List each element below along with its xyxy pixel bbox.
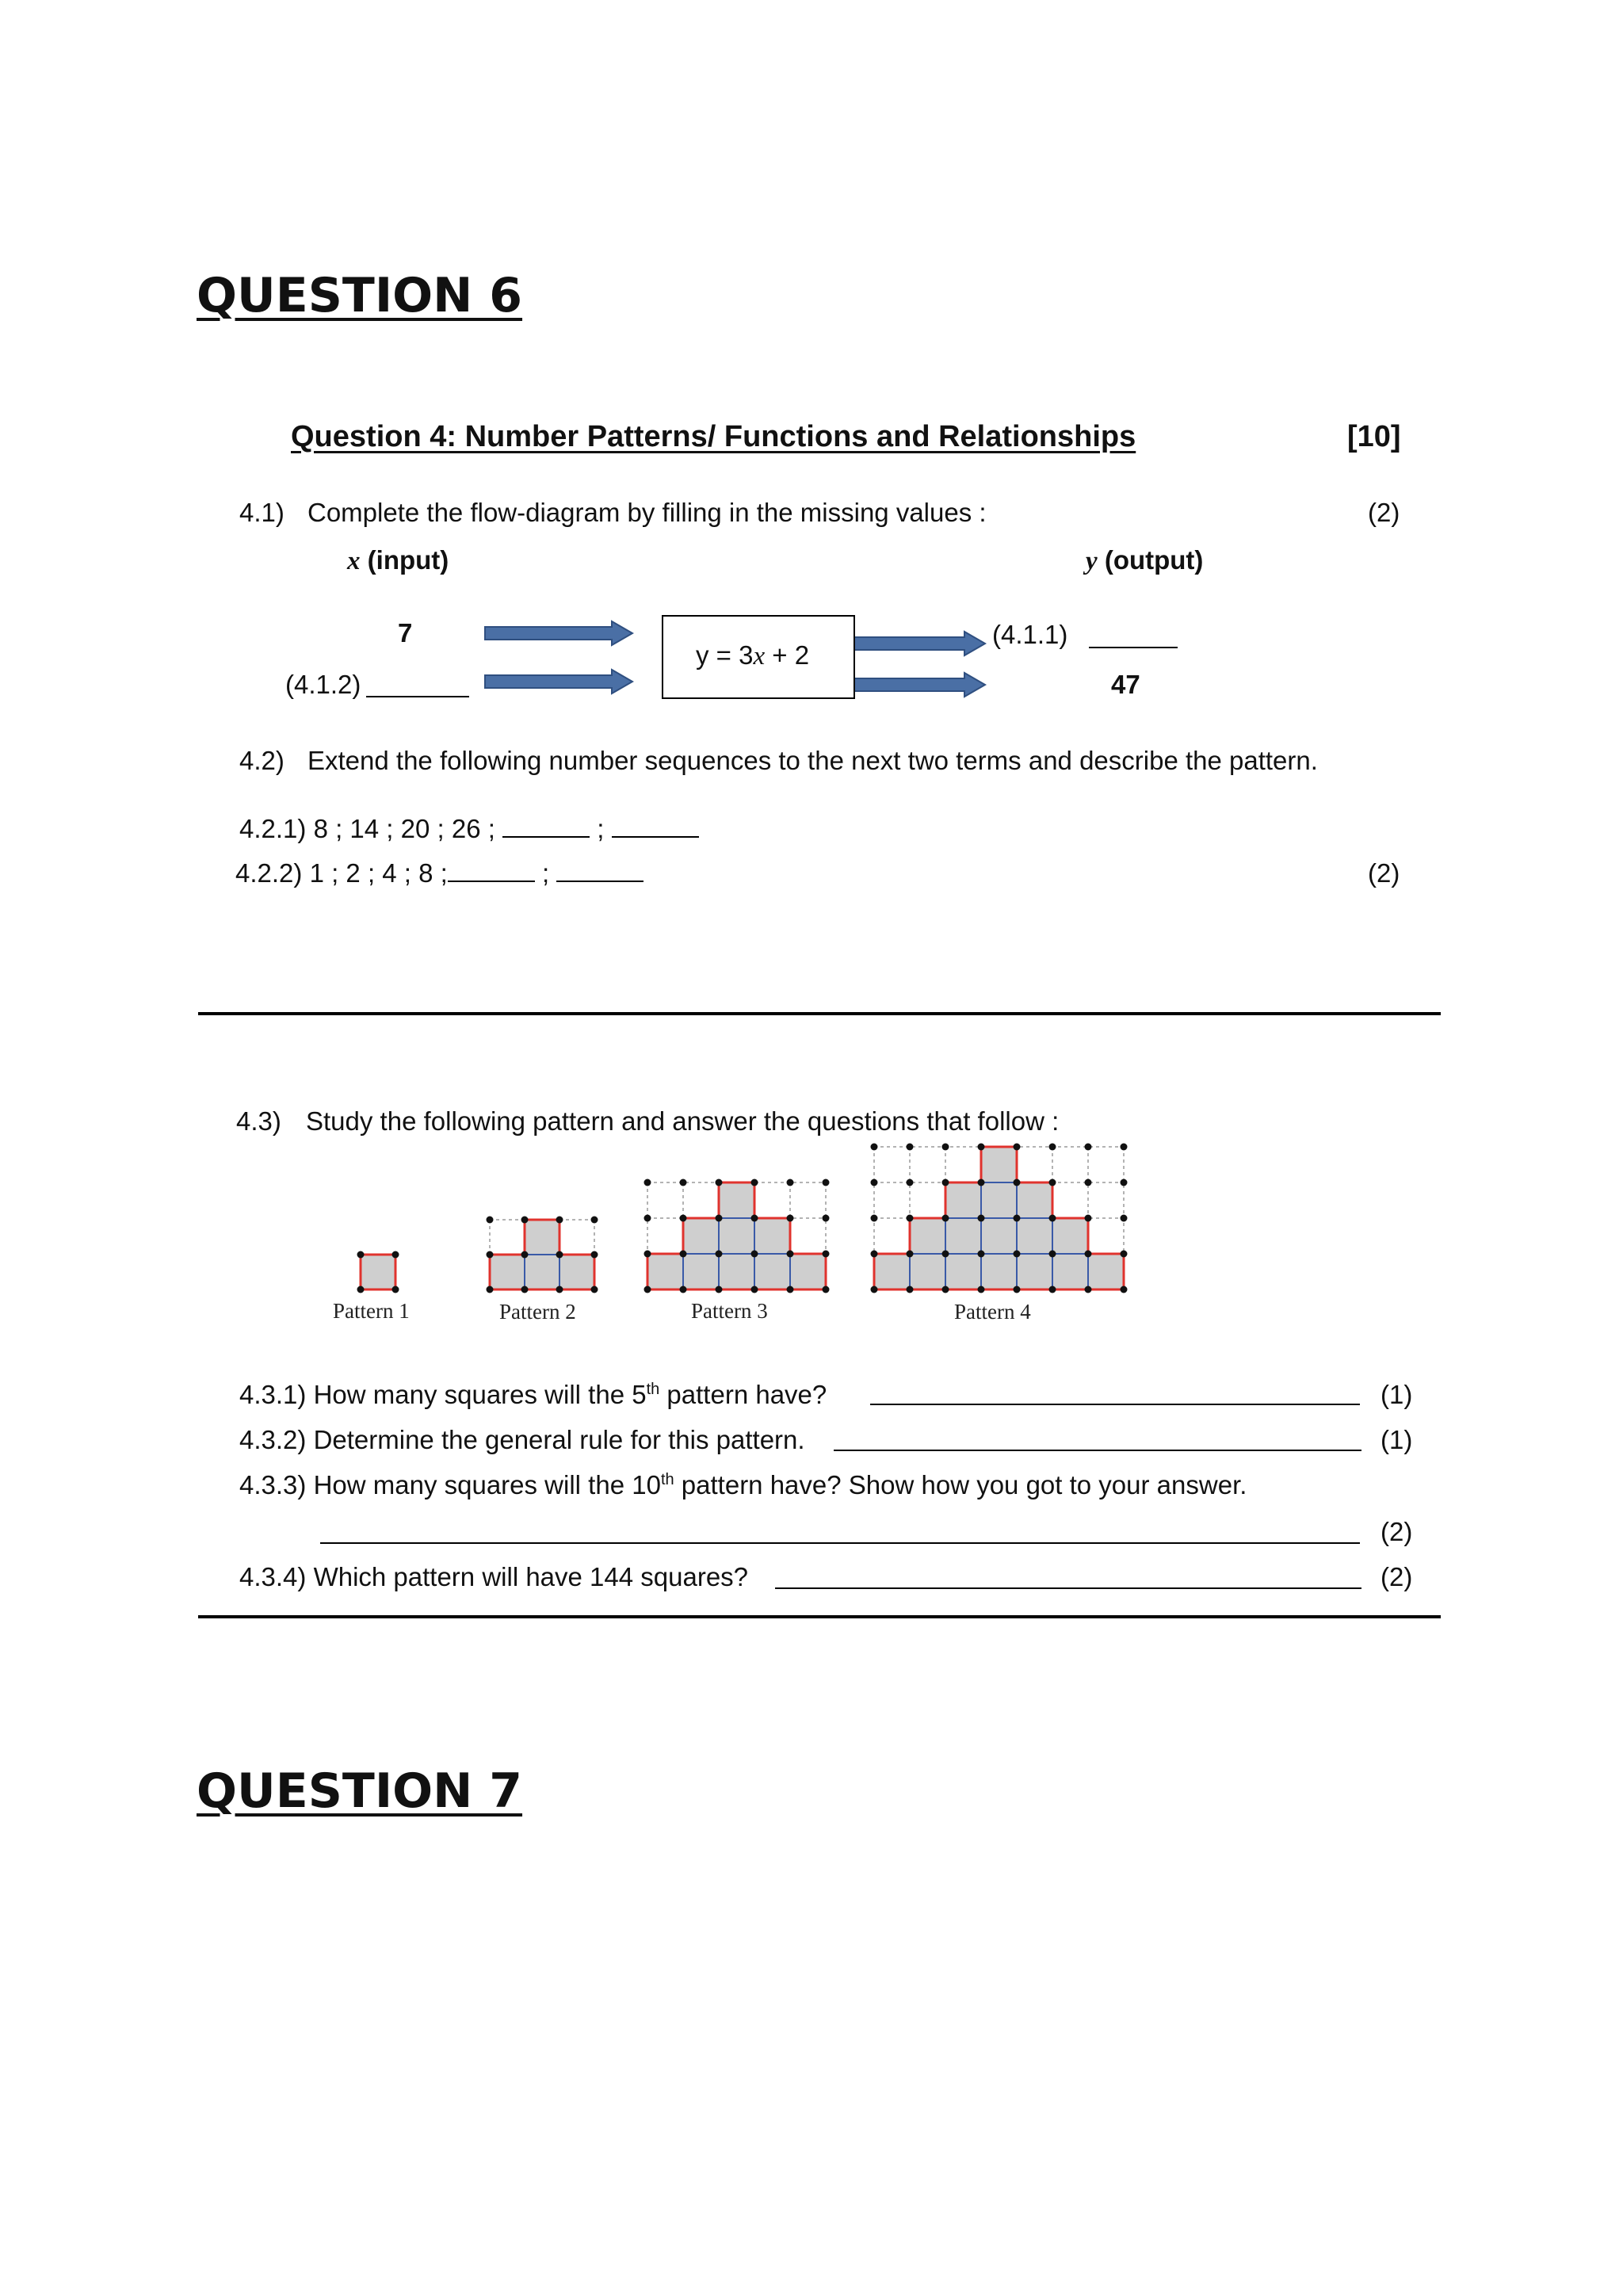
pattern-square — [361, 1255, 395, 1289]
sequence-1-terms: 8 ; 14 ; 20 ; 26 ; — [313, 814, 495, 843]
pattern-square — [1017, 1254, 1052, 1289]
q4-3-2-text: Determine the general rule for this pattern. — [313, 1425, 805, 1454]
pattern-1 — [357, 1251, 399, 1293]
q4-2-number: 4.2) — [239, 746, 285, 775]
q4-3-1-text-a: How many squares will the 5 — [313, 1380, 647, 1409]
q4-3-3-text-b: pattern have? Show how you got to your answer. — [674, 1470, 1247, 1499]
pattern-square — [683, 1218, 719, 1254]
pattern-square — [981, 1254, 1017, 1289]
q4-3-3-label: 4.3.3) — [239, 1470, 307, 1499]
q4-3-2 — [239, 1425, 805, 1455]
q4-3-4-marks: (2) — [1381, 1562, 1413, 1591]
output-header-var: y — [1086, 547, 1098, 575]
input-value: 7 — [398, 618, 413, 648]
q4-3-1-text-b: pattern have? — [659, 1380, 827, 1409]
pattern-square — [981, 1147, 1017, 1182]
pattern-square — [981, 1182, 1017, 1218]
q4-3-4-text: Which pattern will have 144 squares? — [313, 1562, 749, 1591]
question-7-heading: QUESTION 7 — [197, 1763, 523, 1819]
q4-3-2-marks: (1) — [1381, 1425, 1413, 1454]
pattern-square — [490, 1255, 525, 1289]
pattern-square — [945, 1182, 981, 1218]
q4-3-2-label: 4.3.2) — [239, 1425, 307, 1454]
pattern-square — [525, 1255, 559, 1289]
input-blank-label: (4.1.2) — [285, 670, 361, 699]
section-total-marks: [10] — [1347, 420, 1401, 453]
q4-3-3-text-a: How many squares will the 10 — [313, 1470, 661, 1499]
pattern-square — [874, 1254, 910, 1289]
pattern-square — [1017, 1218, 1052, 1254]
pattern-square — [910, 1254, 945, 1289]
pattern-caption-1: Pattern 1 — [333, 1299, 410, 1323]
q4-3-2-answer-line[interactable] — [834, 1450, 1361, 1451]
pattern-square — [1088, 1254, 1124, 1289]
pattern-3 — [644, 1179, 830, 1293]
q4-3-4-answer-line[interactable] — [775, 1587, 1361, 1589]
q4-3-3-marks: (2) — [1381, 1517, 1413, 1546]
q4-3-1-sup: th — [646, 1381, 660, 1398]
q4-3-text: Study the following pattern and answer the questions that follow : — [306, 1106, 1060, 1136]
pattern-caption-2: Pattern 2 — [499, 1300, 576, 1324]
pattern-square — [790, 1254, 826, 1289]
q4-3-1-marks: (1) — [1381, 1380, 1413, 1409]
pattern-square — [647, 1254, 683, 1289]
q4-3-1-answer-line[interactable] — [870, 1404, 1360, 1405]
pattern-2 — [487, 1217, 598, 1293]
q4-3-3 — [239, 1470, 1247, 1500]
pattern-caption-3: Pattern 3 — [691, 1299, 768, 1323]
question-6-heading: QUESTION 6 — [197, 268, 523, 323]
q4-1-number: 4.1) — [239, 498, 285, 527]
pattern-4 — [871, 1144, 1128, 1293]
input-header-var: x — [347, 547, 361, 575]
pattern-square — [754, 1254, 790, 1289]
q4-3-1-label: 4.3.1) — [239, 1380, 307, 1409]
pattern-square — [1052, 1218, 1088, 1254]
q4-2-text: Extend the following number sequences to the next two terms and describe the pattern. — [307, 746, 1318, 775]
pattern-square — [683, 1254, 719, 1289]
output-header-label: (output) — [1097, 545, 1204, 575]
pattern-square — [1017, 1182, 1052, 1218]
q4-1-text: Complete the flow-diagram by filling in the missing values : — [307, 498, 987, 527]
q4-3-4 — [239, 1562, 748, 1592]
pattern-square — [525, 1220, 559, 1255]
pattern-square — [945, 1218, 981, 1254]
function-rule-suffix: + 2 — [765, 640, 810, 670]
pattern-square — [945, 1254, 981, 1289]
pattern-square — [719, 1254, 754, 1289]
q4-2-marks: (2) — [1368, 858, 1400, 888]
output-blank-label: (4.1.1) — [992, 620, 1068, 649]
output-value: 47 — [1111, 670, 1140, 699]
input-header-label: (input) — [360, 545, 449, 575]
pattern-caption-4: Pattern 4 — [954, 1300, 1031, 1324]
pattern-square — [719, 1182, 754, 1218]
q4-3-number: 4.3) — [236, 1106, 281, 1136]
q4-3-3-answer-line[interactable] — [320, 1542, 1360, 1544]
q4-3-1 — [239, 1380, 827, 1410]
pattern-square — [559, 1255, 594, 1289]
pattern-square — [754, 1218, 790, 1254]
q4-3-3-sup: th — [660, 1471, 674, 1488]
sequence-2-label: 4.2.2) — [235, 858, 303, 888]
q4-3-4-label: 4.3.4) — [239, 1562, 307, 1591]
function-rule-prefix: y = 3 — [696, 640, 754, 670]
sequence-1-separator: ; — [597, 814, 605, 843]
sequence-2-terms: 1 ; 2 ; 4 ; 8 ; — [309, 858, 448, 888]
pattern-square — [981, 1218, 1017, 1254]
sequence-1-label: 4.2.1) — [239, 814, 307, 843]
pattern-square — [1052, 1254, 1088, 1289]
function-rule-var: x — [753, 642, 766, 670]
section-title: Question 4: Number Patterns/ Functions and Relationships — [291, 420, 1136, 453]
q4-1-marks: (2) — [1368, 498, 1400, 527]
section-end-divider — [198, 1615, 1441, 1618]
pattern-square — [719, 1218, 754, 1254]
pattern-square — [910, 1218, 945, 1254]
sequence-2-separator: ; — [542, 858, 550, 888]
